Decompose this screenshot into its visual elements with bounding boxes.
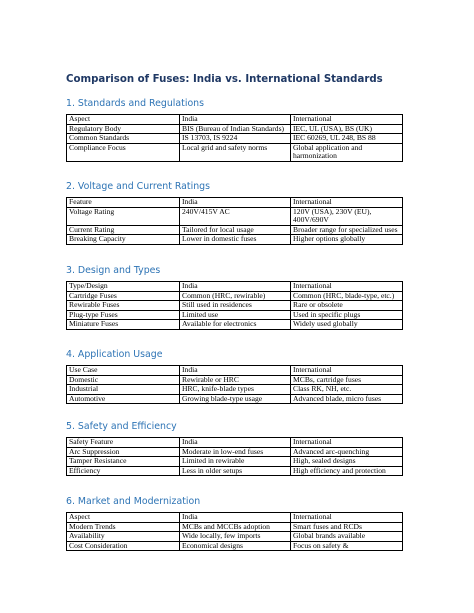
cell: India	[180, 282, 291, 292]
cell: Plug-type Fuses	[67, 310, 180, 320]
cell: Tamper Resistance	[67, 457, 180, 467]
cell: Current Rating	[67, 225, 180, 235]
cell: Efficiency	[67, 466, 180, 476]
cell: Limited use	[180, 310, 291, 320]
cell: Smart fuses and RCDs	[291, 522, 403, 532]
table-header-row	[67, 438, 403, 448]
cell: Regulatory Body	[67, 124, 180, 134]
cell: Local grid and safety norms	[180, 143, 291, 161]
cell: Less in older setups	[180, 466, 291, 476]
section-heading: 5. Safety and Efficiency	[66, 421, 177, 432]
cell: India	[180, 198, 291, 208]
cell: Miniature Fuses	[67, 320, 180, 330]
table-row	[67, 394, 403, 404]
cell: Common (HRC, blade-type, etc.)	[291, 291, 403, 301]
section-design-types	[66, 264, 402, 330]
cell: India	[180, 115, 291, 125]
cell: International	[291, 513, 403, 523]
cell: Common Standards	[67, 134, 180, 144]
cell: International	[291, 366, 403, 376]
table-row	[67, 457, 403, 467]
cell: Modern Trends	[67, 522, 180, 532]
cell: Used in specific plugs	[291, 310, 403, 320]
section-heading: 1. Standards and Regulations	[66, 98, 205, 109]
section-safety-efficiency	[66, 420, 402, 476]
cell: Type/Design	[67, 282, 180, 292]
table-header-row	[67, 282, 403, 292]
cell: High, sealed designs	[291, 457, 403, 467]
section-voltage-current	[66, 180, 402, 245]
cell: Safety Feature	[67, 438, 180, 448]
section-application-usage	[66, 348, 402, 404]
table-safety-efficiency	[66, 437, 403, 476]
cell: Advanced blade, micro fuses	[291, 394, 403, 404]
cell: Lower in domestic fuses	[180, 235, 291, 245]
cell: Widely used globally	[291, 320, 403, 330]
table-row	[67, 320, 403, 330]
table-row	[67, 522, 403, 532]
table-design-types	[66, 281, 403, 330]
table-row	[67, 375, 403, 385]
cell: Cartridge Fuses	[67, 291, 180, 301]
cell: Industrial	[67, 385, 180, 395]
table-application-usage	[66, 365, 403, 404]
cell: Domestic	[67, 375, 180, 385]
table-row	[67, 235, 403, 245]
cell: Rewirable or HRC	[180, 375, 291, 385]
table-header-row	[67, 366, 403, 376]
section-heading: 6. Market and Modernization	[66, 496, 201, 507]
cell: Growing blade-type usage	[180, 394, 291, 404]
section-standards	[66, 97, 402, 162]
cell: Rare or obsolete	[291, 301, 403, 311]
cell: India	[180, 366, 291, 376]
table-row	[67, 301, 403, 311]
cell: Compliance Focus	[67, 143, 180, 161]
cell: Wide locally, few imports	[180, 532, 291, 542]
cell: India	[180, 513, 291, 523]
cell: IEC 60269, UL 248, BS 88	[291, 134, 403, 144]
cell: HRC, knife-blade types	[180, 385, 291, 395]
table-row	[67, 291, 403, 301]
cell: Common (HRC, rewirable)	[180, 291, 291, 301]
cell: Limited in rewirable	[180, 457, 291, 467]
cell: IS 13703, IS 9224	[180, 134, 291, 144]
cell: International	[291, 115, 403, 125]
section-heading: 3. Design and Types	[66, 265, 161, 276]
table-header-row	[67, 115, 403, 125]
table-row	[67, 207, 403, 225]
cell: Broader range for specialized uses	[291, 225, 403, 235]
cell: International	[291, 438, 403, 448]
cell: 120V (USA), 230V (EU), 400V/690V	[291, 207, 403, 225]
section-market-modernization	[66, 495, 402, 551]
table-voltage-current	[66, 197, 403, 245]
cell: High efficiency and protection	[291, 466, 403, 476]
cell: Availability	[67, 532, 180, 542]
cell: Rewirable Fuses	[67, 301, 180, 311]
cell: International	[291, 282, 403, 292]
cell: 240V/415V AC	[180, 207, 291, 225]
table-row	[67, 447, 403, 457]
cell: Arc Suppression	[67, 447, 180, 457]
table-market-modernization	[66, 512, 403, 551]
cell: Tailored for local usage	[180, 225, 291, 235]
document-title: Comparison of Fuses: India vs. International Standards	[66, 74, 383, 85]
cell: Advanced arc-quenching	[291, 447, 403, 457]
table-header-row	[67, 198, 403, 208]
cell: IEC, UL (USA), BS (UK)	[291, 124, 403, 134]
cell: Automotive	[67, 394, 180, 404]
table-row	[67, 124, 403, 134]
table-row	[67, 225, 403, 235]
table-row	[67, 532, 403, 542]
table-row	[67, 385, 403, 395]
cell: Aspect	[67, 513, 180, 523]
cell: Use Case	[67, 366, 180, 376]
cell: International	[291, 198, 403, 208]
table-row	[67, 143, 403, 161]
section-heading: 4. Application Usage	[66, 349, 163, 360]
table-header-row	[67, 513, 403, 523]
table-row	[67, 134, 403, 144]
cell: India	[180, 438, 291, 448]
section-heading: 2. Voltage and Current Ratings	[66, 181, 210, 192]
cell: Global application and harmonization	[291, 143, 403, 161]
cell: Breaking Capacity	[67, 235, 180, 245]
cell: Feature	[67, 198, 180, 208]
cell: Moderate in low-end fuses	[180, 447, 291, 457]
cell: Global brands available	[291, 532, 403, 542]
cell: Available for electronics	[180, 320, 291, 330]
cell: Aspect	[67, 115, 180, 125]
cell: Economical designs	[180, 541, 291, 551]
cell: MCBs and MCCBs adoption	[180, 522, 291, 532]
cell: Voltage Rating	[67, 207, 180, 225]
cell: Class RK, NH, etc.	[291, 385, 403, 395]
table-row	[67, 466, 403, 476]
table-row	[67, 310, 403, 320]
cell: BIS (Bureau of Indian Standards)	[180, 124, 291, 134]
cell: Higher options globally	[291, 235, 403, 245]
cell: MCBs, cartridge fuses	[291, 375, 403, 385]
cell: Cost Consideration	[67, 541, 180, 551]
table-standards	[66, 114, 403, 162]
cell: Still used in residences	[180, 301, 291, 311]
cell: Focus on safety &	[291, 541, 403, 551]
table-row	[67, 541, 403, 551]
